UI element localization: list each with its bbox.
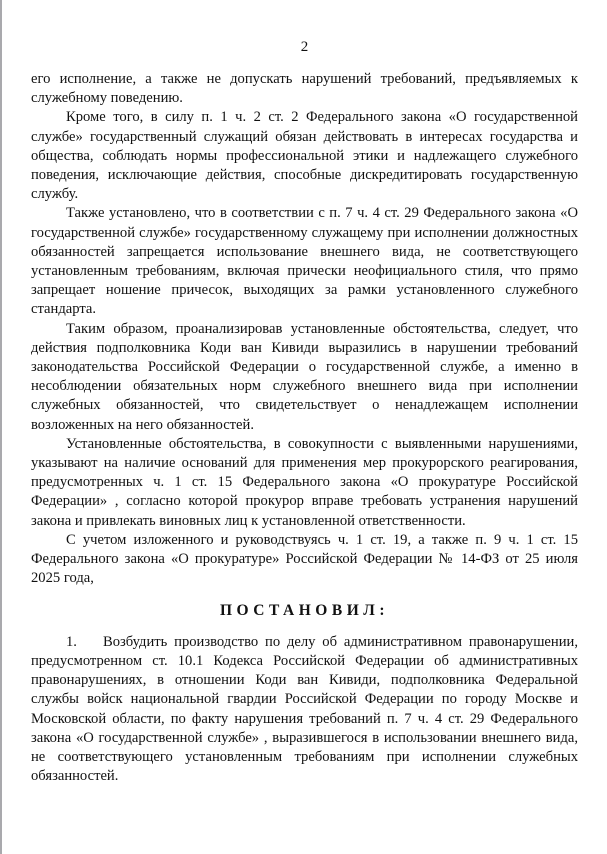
viewer-left-border	[0, 0, 2, 854]
resolution-item-number: 1.	[66, 633, 77, 650]
page-number: 2	[300, 39, 309, 55]
paragraph-appearance-rules: Также установлено, что в соответствии с п. 7 ч. 4 ст. 29 Федерального закона «О государственной службе» государственному служащему при исполнении должностных обязанностей запрещается использование внешнего вида, не соответствующего установленным требованиям, включая прически неофициального стиля, что прямо запрещает ношение причесок, выходящих за рамки установленного служебного стандарта.	[31, 205, 578, 318]
paragraph-legal-basis: С учетом изложенного и руководствуясь ч. 1 ст. 19, а также п. 9 ч. 1 ст. 15 Федерального закона «О прокуратуре» Российской Федерации № 14-ФЗ от 25 июля 2025 года,	[31, 531, 578, 587]
paragraph-prosecutorial-grounds: Установленные обстоятельства, в совокупности с выявленными нарушениями, указывают на наличие оснований для применения мер прокурорского реагирования, предусмотренных ч. 1 ст. 15 Федерального закона «О прокуратуре Российской Федерации» , согласно которой прокурор вправе требовать устранения нарушений закона и привлекать виновных лиц к установленной ответственности.	[31, 435, 578, 529]
resolution-item-text: Возбудить производство по делу об административном правонарушении, предусмотренном ст. 10.1 Кодекса Российской Федерации об административных правонарушениях, в отношении Коди ван Кивиди, подполковника Федеральной службы войск национальной гвардии Российской Федерации по городу Москве и Московской области, по факту нарушения требований п. 7 ч. 4 ст. 29 Федерального закона «О государственной службе» , выразившегося в использовании внешнего вида, не соответствующего установленным требованиям при исполнении служебных обязанностей.	[31, 633, 578, 785]
document-body	[31, 70, 578, 786]
resolution-item	[31, 633, 578, 787]
paragraph-continuation: его исполнение, а также не допускать нарушений требований, предъявляемых к служебному поведению.	[31, 71, 578, 107]
paragraph-civil-service-duties: Кроме того, в силу п. 1 ч. 2 ст. 2 Федерального закона «О государственной службе» государственный служащий обязан действовать в интересах государства и общества, соблюдать нормы профессиональной этики и надлежащего служебного поведения, исключающие действия, способные дискредитировать государственную службу.	[31, 109, 578, 203]
resolution-heading: ПОСТАНОВИЛ:	[220, 602, 389, 620]
paragraph-violation-findings: Таким образом, проанализировав установленные обстоятельства, следует, что действия подполковника Коди ван Кивиди выразились в нарушении требований законодательства Российской Федерации о государственной службе, а именно в несоблюдении обязательных норм служебного внешнего вида при исполнении служебных обязанностей, что свидетельствует о ненадлежащем исполнении возложенных на него обязанностей.	[31, 320, 578, 433]
